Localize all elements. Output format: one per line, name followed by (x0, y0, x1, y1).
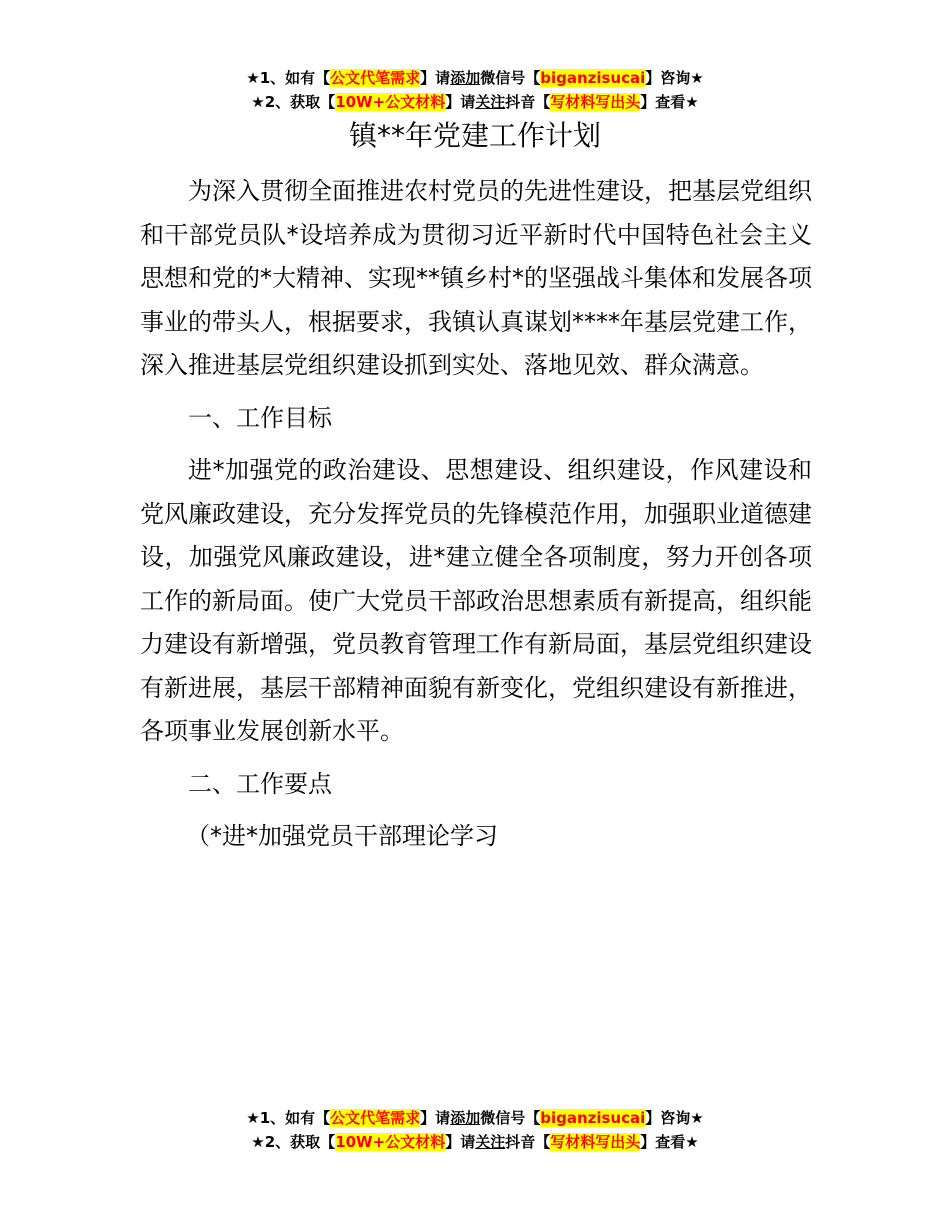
document-title: 镇**年党建工作计划 (348, 119, 601, 152)
intro-paragraph: 为深入贯彻全面推进农村党员的先进性建设，把基层党组织和干部党员队*设培养成为贯彻习近平新时代中国特色社会主义思想和党的*大精神、实现**镇乡村*的坚强战斗集体和发展各项事业的带头人，根据要求，我镇认真谋划****年基层党建工作，深入推进基层党组织建设抓到实处、落地见效、群众满意。 (140, 177, 812, 379)
promo-text: 】咨询★ (645, 69, 704, 87)
promo-text: 】请 (420, 1109, 451, 1127)
footer-promo-banner (0, 1106, 950, 1154)
goals-paragraph: 进*加强党的政治建设、思想建设、组织建设，作风建设和党风廉政建设，充分发挥党员的先锋模范作用，加强职业道德建设，加强党风廉政建设，进*建立健全各项制度，努力开创各项工作的新局面。使广大党员干部政治思想素质有新提高，组织能力建设有新增强，党员教育管理工作有新局面，基层党组织建设有新进展，基层干部精神面貌有新变化，党组织建设有新推进，各项事业发展创新水平。 (140, 456, 812, 745)
header-promo-banner (0, 66, 950, 114)
promo-text: ★2、获取【 (251, 93, 336, 111)
promo-highlight: biganzisucai (540, 69, 646, 87)
promo-text: 抖音【 (505, 93, 551, 111)
promo-text: 】咨询★ (645, 1109, 704, 1127)
promo-line-2 (0, 90, 950, 114)
key-point-item-1: （*进*加强党员干部理论学习 (186, 822, 498, 850)
promo-text: 】查看★ (640, 93, 699, 111)
promo-emphasis: 关注 (475, 93, 506, 111)
promo-highlight: biganzisucai (540, 1109, 646, 1127)
promo-text: 微信号【 (480, 69, 541, 87)
promo-emphasis: 添加 (450, 1109, 481, 1127)
promo-text: ★2、获取【 (251, 1133, 336, 1151)
promo-text: 】请 (445, 93, 476, 111)
promo-text: 】请 (445, 1133, 476, 1151)
promo-emphasis: 添加 (450, 69, 481, 87)
promo-highlight: 写材料写出头 (550, 93, 641, 111)
promo-emphasis: 关注 (475, 1133, 506, 1151)
promo-text: 微信号【 (480, 1109, 541, 1127)
promo-highlight: 写材料写出头 (550, 1133, 641, 1151)
promo-line-2 (0, 1130, 950, 1154)
promo-text: ★1、如有【 (246, 69, 331, 87)
promo-highlight: 公文代笔需求 (330, 1109, 421, 1127)
promo-text: ★1、如有【 (246, 1109, 331, 1127)
promo-line-1 (0, 1106, 950, 1130)
promo-line-1 (0, 66, 950, 90)
promo-highlight: 公文代笔需求 (330, 69, 421, 87)
section-heading-goals: 一、工作目标 (188, 403, 332, 432)
promo-text: 】请 (420, 69, 451, 87)
promo-highlight: 10W+公文材料 (335, 93, 446, 111)
promo-text: 抖音【 (505, 1133, 551, 1151)
promo-text: 】查看★ (640, 1133, 699, 1151)
document-body (140, 170, 812, 859)
promo-highlight: 10W+公文材料 (335, 1133, 446, 1151)
section-heading-key-points: 二、工作要点 (188, 769, 332, 798)
